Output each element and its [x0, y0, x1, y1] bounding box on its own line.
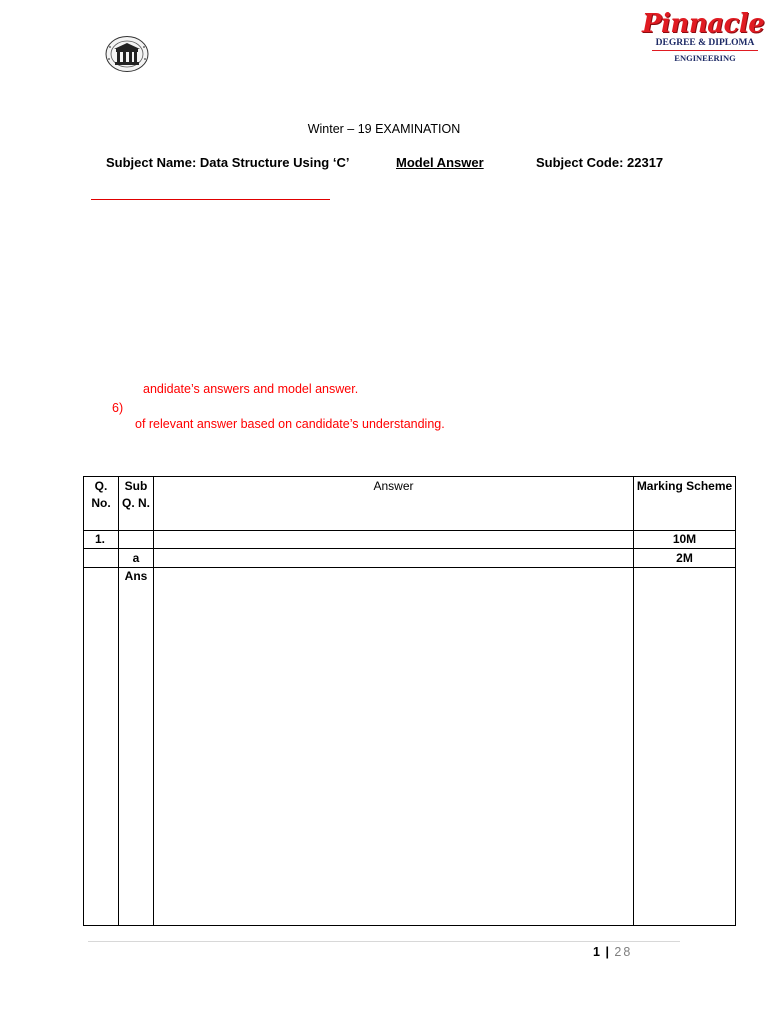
cell-answer: [154, 549, 634, 568]
instruction-line-3: of relevant answer based on candidate’s understanding.: [135, 417, 445, 431]
subject-code: Subject Code: 22317: [536, 155, 664, 170]
cell-marks: [634, 568, 736, 926]
brand-name: Pinnacle: [642, 9, 765, 39]
cell-marks: 10M: [634, 531, 736, 549]
page-current: 1: [593, 945, 600, 959]
red-divider: [91, 199, 330, 200]
table-row: [84, 549, 736, 568]
cell-sub-q: Ans: [119, 568, 154, 926]
cell-q-no: [84, 549, 119, 568]
cell-marks: 2M: [634, 549, 736, 568]
table-row: [84, 531, 736, 549]
pinnacle-logo: [642, 8, 764, 64]
table-row: [84, 568, 736, 926]
answer-table: [83, 476, 736, 926]
header-marking-scheme: Marking Scheme: [634, 477, 736, 531]
cell-q-no: 1.: [84, 531, 119, 549]
header-q-no: Q. No.: [84, 477, 119, 531]
page-total: 28: [614, 945, 633, 959]
footer-divider: [88, 941, 680, 942]
instruction-line-1: andidate’s answers and model answer.: [143, 382, 359, 396]
page-number: [593, 944, 632, 960]
cell-answer: [154, 568, 634, 926]
table-header-row: [84, 477, 736, 531]
exam-title: Winter – 19 EXAMINATION: [307, 122, 461, 136]
subject-name: Subject Name: Data Structure Using ‘C’: [106, 155, 350, 170]
header-sub-q: Sub Q. N.: [119, 477, 154, 531]
cell-q-no: [84, 568, 119, 926]
cell-sub-q: a: [119, 549, 154, 568]
cell-sub-q: [119, 531, 154, 549]
instruction-line-2: 6): [112, 401, 124, 415]
brand-tagline-1: DEGREE & DIPLOMA: [652, 38, 758, 51]
cell-answer: [154, 531, 634, 549]
board-seal-logo: [104, 35, 150, 73]
model-answer-label: Model Answer: [396, 155, 484, 170]
page-separator: |: [605, 945, 609, 959]
header-answer: Answer: [154, 477, 634, 531]
brand-tagline-2: ENGINEERING: [674, 53, 736, 63]
